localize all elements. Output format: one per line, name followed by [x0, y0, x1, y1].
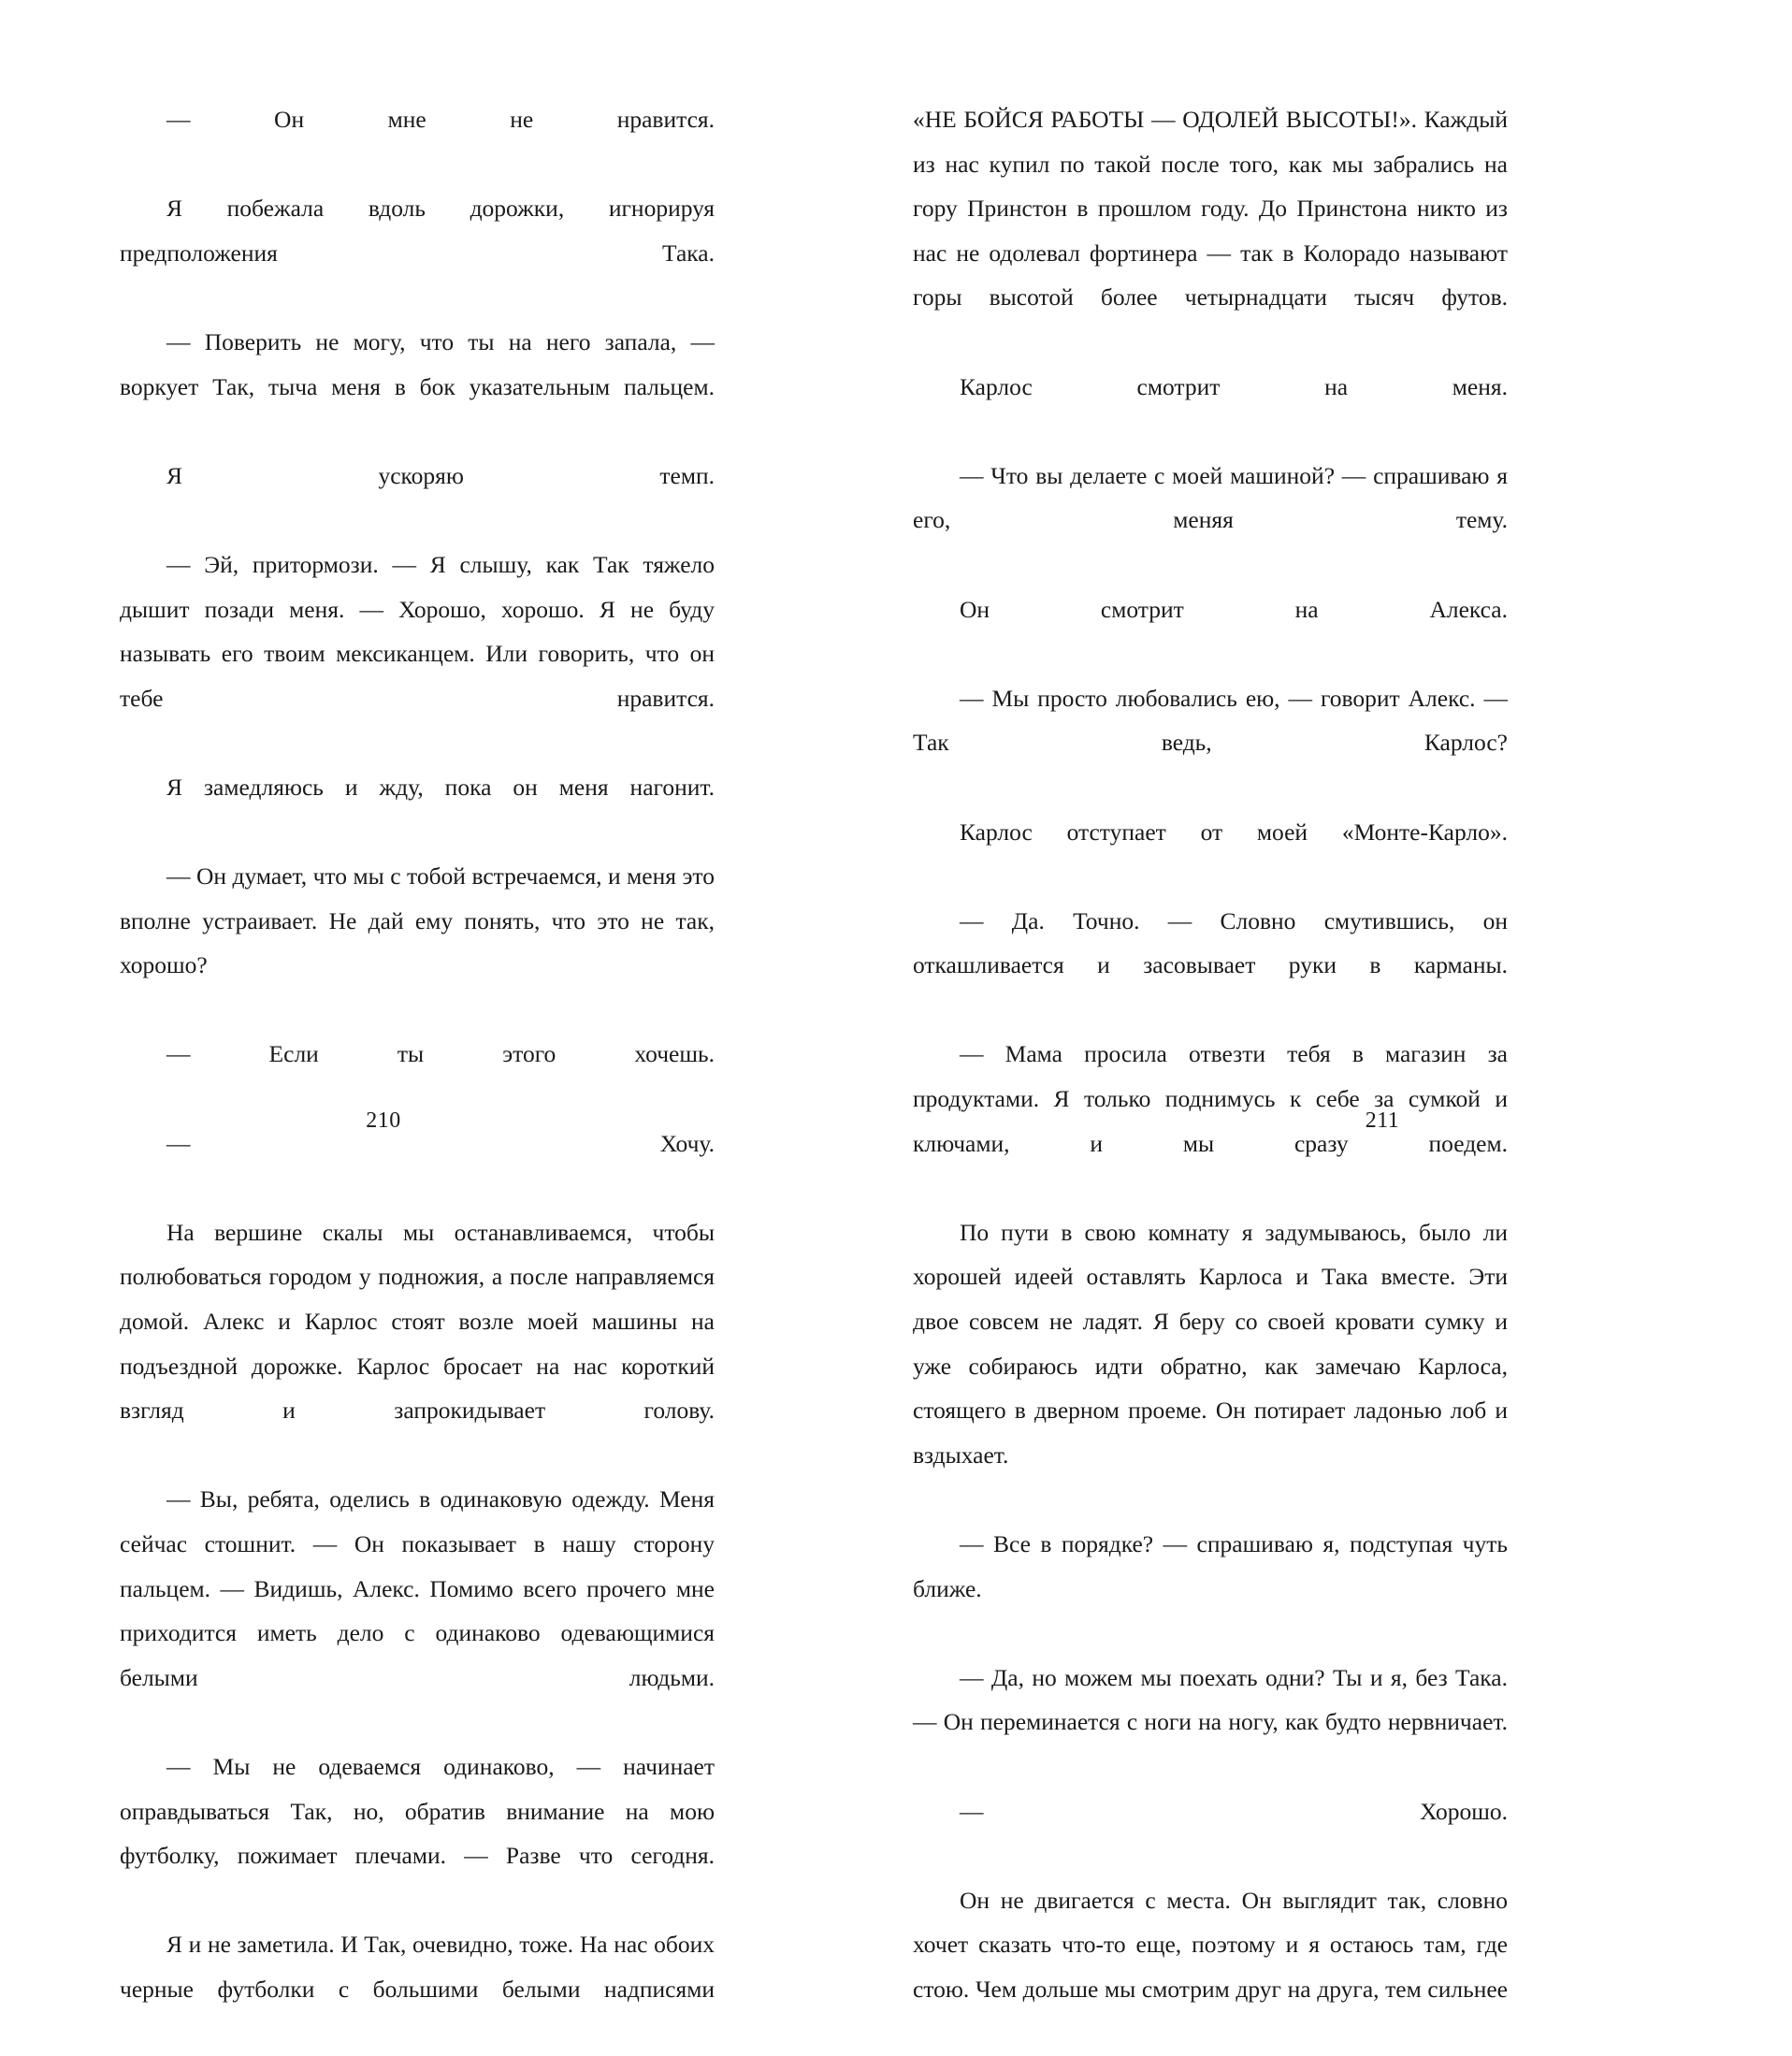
- paragraph: — Все в порядке? — спрашиваю я, подступая чуть ближе.: [913, 1530, 1508, 1602]
- paragraph: — Мы просто любовались ею, — говорит Алекс. — Так ведь, Карлос?: [913, 684, 1508, 757]
- page-number: 210: [366, 1108, 401, 1133]
- page-number: 211: [1365, 1108, 1400, 1133]
- paragraph: — Он мне не нравится.: [166, 106, 715, 133]
- paragraph: — Мы не одеваемся одинаково, — начинает оправдываться Так, но, обратив внимание на мою футболку, пожимает плечами. — Разве что сегодня.: [120, 1752, 715, 1870]
- left-page: [0, 0, 896, 2003]
- paragraph: — Поверить не могу, что ты на него запала, — воркует Так, тыча меня в бок указательным пальцем.: [120, 327, 715, 400]
- right-page-text-column: [913, 97, 1508, 2056]
- paragraph: Он смотрит на Алекса.: [960, 595, 1508, 623]
- paragraph: — Да. Точно. — Словно смутившись, он откашливается и засовывает руки в карманы.: [913, 906, 1508, 979]
- paragraph: — Хочу.: [166, 1129, 715, 1157]
- paragraph: На вершине скалы мы останавливаемся, чтобы полюбоваться городом у подножия, а после направляемся домой. Алекс и Карлос стоят возле моей машины на подъездной дорожке. Карлос бросает на нас короткий взгляд и запрокидывает голову.: [120, 1218, 715, 1425]
- paragraph: Он не двигается с места. Он выглядит так, словно хочет сказать что-то еще, поэтому и я остаюсь там, где стою. Чем дольше мы смотрим друг на друга, тем сильнее: [913, 1886, 1508, 2003]
- paragraph: — Да, но можем мы поехать одни? Ты и я, без Така. — Он переминается с ноги на ногу, как будто нервничает.: [913, 1663, 1508, 1736]
- paragraph: Карлос смотрит на меня.: [960, 372, 1508, 400]
- paragraph: — Если ты этого хочешь.: [166, 1040, 715, 1068]
- paragraph: «НЕ БОЙСЯ РАБОТЫ — ОДОЛЕЙ ВЫСОТЫ!». Каждый из нас купил по такой после того, как мы забрались на гору Принстон в прошлом году. До Принстона никто из нас не одолевал фортинера — так в Колорадо называют горы высотой более четырнадцати тысяч футов.: [913, 106, 1508, 311]
- paragraph: Я и не заметила. И Так, очевидно, тоже. На нас обоих черные футболки с большими белыми надписями: [120, 1931, 715, 2003]
- left-page-text-column: [120, 97, 715, 2056]
- paragraph: — Вы, ребята, оделись в одинаковую одежду. Меня сейчас стошнит. — Он показывает в нашу сторону пальцем. — Видишь, Алекс. Помимо всего прочего мне приходится иметь дело с одинаково одевающимися белыми людьми.: [120, 1485, 715, 1691]
- paragraph: — Что вы делаете с моей машиной? — спрашиваю я его, меняя тему.: [913, 461, 1508, 534]
- paragraph: Я замедляюсь и жду, пока он меня нагонит.: [166, 773, 715, 801]
- paragraph: — Эй, притормози. — Я слышу, как Так тяжело дышит позади меня. — Хорошо, хорошо. Я не буду называть его твоим мексиканцем. Или говорить, что он тебе нравится.: [120, 550, 715, 712]
- paragraph: Карлос отступает от моей «Монте-Карло».: [960, 818, 1508, 846]
- paragraph: По пути в свою комнату я задумываюсь, было ли хорошей идеей оставлять Карлоса и Така вместе. Эти двое совсем не ладят. Я беру со своей кровати сумку и уже собираюсь идти обратно, как замечаю Карлоса, стоящего в дверном проеме. Он потирает ладонью лоб и вздыхает.: [913, 1218, 1508, 1469]
- right-page: [896, 0, 1792, 2003]
- paragraph: Я ускоряю темп.: [166, 461, 715, 489]
- paragraph: — Он думает, что мы с тобой встречаемся, и меня это вполне устраивает. Не дай ему понять, что это не так, хорошо?: [120, 862, 715, 979]
- paragraph: Я побежала вдоль дорожки, игнорируя предположения Така.: [120, 195, 715, 267]
- paragraph: — Мама просила отвезти тебя в магазин за продуктами. Я только поднимусь к себе за сумкой и ключами, и мы сразу поедем.: [913, 1040, 1508, 1157]
- paragraph: — Хорошо.: [960, 1797, 1508, 1825]
